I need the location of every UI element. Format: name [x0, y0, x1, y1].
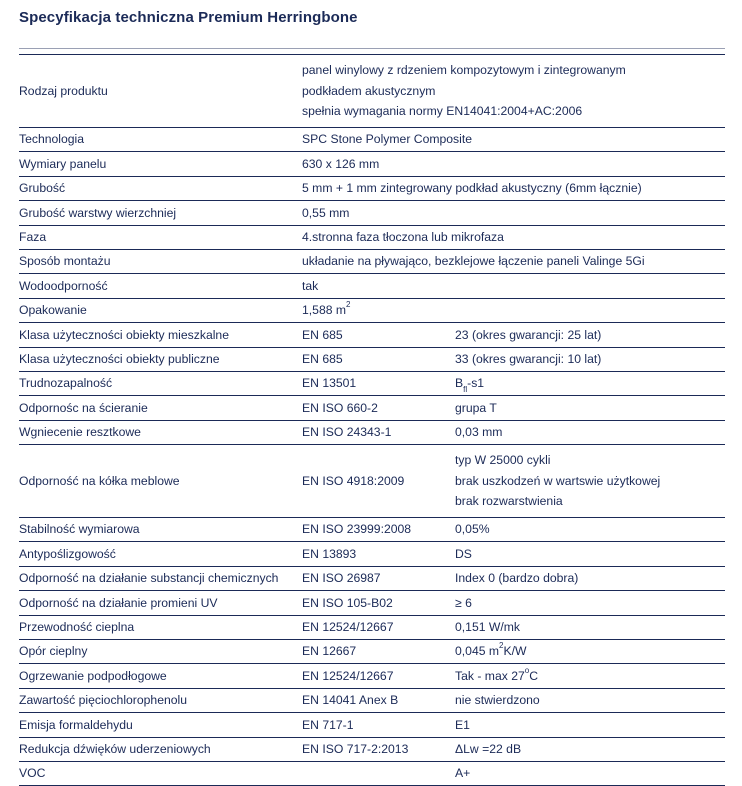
row-label: Opór cieplny [19, 640, 302, 664]
row-label: Grubość [19, 176, 302, 200]
row-value: 5 mm + 1 mm zintegrowany podkład akustyczny (6mm łącznie) [302, 176, 725, 200]
row-label: Odporność na kółka meblowe [19, 445, 302, 518]
row-label: Odpornośc na ścieranie [19, 396, 302, 420]
row-value [302, 55, 725, 128]
value-text: C [529, 668, 539, 683]
row-value: 0,05% [455, 518, 725, 542]
row-label: Rodzaj produktu [19, 55, 302, 128]
table-row [19, 664, 725, 688]
table-row [19, 566, 725, 590]
value-line: podkładem akustycznym [302, 83, 436, 98]
row-norm [302, 761, 455, 785]
value-line: spełnia wymagania normy EN14041:2004+AC:2006 [302, 104, 583, 119]
row-value [455, 445, 725, 518]
table-row [19, 420, 725, 444]
table-row [19, 640, 725, 664]
value-line: typ W 25000 cykli [455, 453, 551, 468]
row-label: Emisja formaldehydu [19, 713, 302, 737]
row-label: Wodoodporność [19, 274, 302, 298]
row-label: Opakowanie [19, 298, 302, 322]
row-label: Wgniecenie resztkowe [19, 420, 302, 444]
table-row [19, 55, 725, 128]
table-row [19, 274, 725, 298]
value-line: panel winylowy z rdzeniem kompozytowym i zintegrowanym [302, 63, 626, 78]
row-value: 0,55 mm [302, 201, 725, 225]
table-row [19, 201, 725, 225]
row-label: Zawartość pięciochlorophenolu [19, 688, 302, 712]
row-value: 33 (okres gwarancji: 10 lat) [455, 347, 725, 371]
table-row [19, 323, 725, 347]
row-value: grupa T [455, 396, 725, 420]
value-text: 0,045 m [455, 644, 500, 659]
row-label: Wymiary panelu [19, 152, 302, 176]
row-label: Grubość warstwy wierzchniej [19, 201, 302, 225]
table-row [19, 445, 725, 518]
table-row [19, 518, 725, 542]
row-norm: EN 685 [302, 347, 455, 371]
title-divider [19, 48, 725, 49]
row-label: Klasa użyteczności obiekty publiczne [19, 347, 302, 371]
row-label: Redukcja dźwięków uderzeniowych [19, 737, 302, 761]
row-value: A+ [455, 761, 725, 785]
row-norm: EN ISO 23999:2008 [302, 518, 455, 542]
row-label: Antypoślizgowość [19, 542, 302, 566]
row-value: 630 x 126 mm [302, 152, 725, 176]
row-label: Technologia [19, 128, 302, 152]
value-text: -s1 [467, 376, 485, 391]
row-value: tak [302, 274, 725, 298]
table-row [19, 152, 725, 176]
value-text: 1,588 m [302, 303, 347, 318]
table-row [19, 761, 725, 785]
row-value: SPC Stone Polymer Composite [302, 128, 725, 152]
row-norm: EN ISO 24343-1 [302, 420, 455, 444]
row-value [302, 298, 725, 322]
table-row [19, 249, 725, 273]
row-value [455, 371, 725, 395]
row-norm: EN ISO 660-2 [302, 396, 455, 420]
table-row [19, 688, 725, 712]
value-text: Tak - max 27 [455, 668, 525, 683]
row-norm: EN ISO 4918:2009 [302, 445, 455, 518]
row-value: DS [455, 542, 725, 566]
value-text: B [455, 376, 464, 391]
table-row [19, 591, 725, 615]
table-row [19, 396, 725, 420]
row-value: 0,03 mm [455, 420, 725, 444]
value-line: brak rozwarstwienia [455, 494, 563, 509]
row-label: VOC [19, 761, 302, 785]
row-norm: EN 13893 [302, 542, 455, 566]
row-value: ≥ 6 [455, 591, 725, 615]
row-norm: EN 12524/12667 [302, 664, 455, 688]
row-label: Przewodność cieplna [19, 615, 302, 639]
document-title: Specyfikacja techniczna Premium Herringbone [19, 9, 358, 26]
row-norm: EN ISO 717-2:2013 [302, 737, 455, 761]
value-subscript: fl [463, 384, 468, 394]
row-norm: EN 717-1 [302, 713, 455, 737]
spec-table [19, 54, 725, 786]
row-label: Trudnozapalność [19, 371, 302, 395]
table-row [19, 371, 725, 395]
row-norm: EN 12667 [302, 640, 455, 664]
value-text: K/W [503, 644, 527, 659]
row-norm: EN 14041 Anex B [302, 688, 455, 712]
row-norm: EN 685 [302, 323, 455, 347]
table-row [19, 225, 725, 249]
row-value: 0,151 W/mk [455, 615, 725, 639]
row-value: układanie na pływająco, bezklejowe łączenie paneli Valinge 5Gi [302, 249, 725, 273]
table-row [19, 542, 725, 566]
row-value: E1 [455, 713, 725, 737]
value-line: brak uszkodzeń w wartswie użytkowej [455, 473, 661, 488]
unit-superscript: 2 [346, 300, 351, 310]
row-norm: EN ISO 105-B02 [302, 591, 455, 615]
table-row [19, 737, 725, 761]
row-label: Klasa użyteczności obiekty mieszkalne [19, 323, 302, 347]
table-row [19, 713, 725, 737]
degree-superscript: o [524, 665, 530, 675]
row-value: 23 (okres gwarancji: 25 lat) [455, 323, 725, 347]
row-norm: EN ISO 26987 [302, 566, 455, 590]
row-norm: EN 12524/12667 [302, 615, 455, 639]
row-label: Odporność na działanie substancji chemicznych [19, 566, 302, 590]
row-value: nie stwierdzono [455, 688, 725, 712]
table-row [19, 615, 725, 639]
table-row [19, 128, 725, 152]
row-value: ΔLw =22 dB [455, 737, 725, 761]
row-label: Odporność na działanie promieni UV [19, 591, 302, 615]
row-value [455, 664, 725, 688]
table-row [19, 298, 725, 322]
table-row [19, 176, 725, 200]
table-row [19, 347, 725, 371]
row-value: Index 0 (bardzo dobra) [455, 566, 725, 590]
row-label: Sposób montażu [19, 249, 302, 273]
row-label: Stabilność wymiarowa [19, 518, 302, 542]
row-label: Ogrzewanie podpodłogowe [19, 664, 302, 688]
row-label: Faza [19, 225, 302, 249]
row-value [455, 640, 725, 664]
value-superscript: 2 [499, 641, 504, 651]
row-value: 4.stronna faza tłoczona lub mikrofaza [302, 225, 725, 249]
row-norm: EN 13501 [302, 371, 455, 395]
